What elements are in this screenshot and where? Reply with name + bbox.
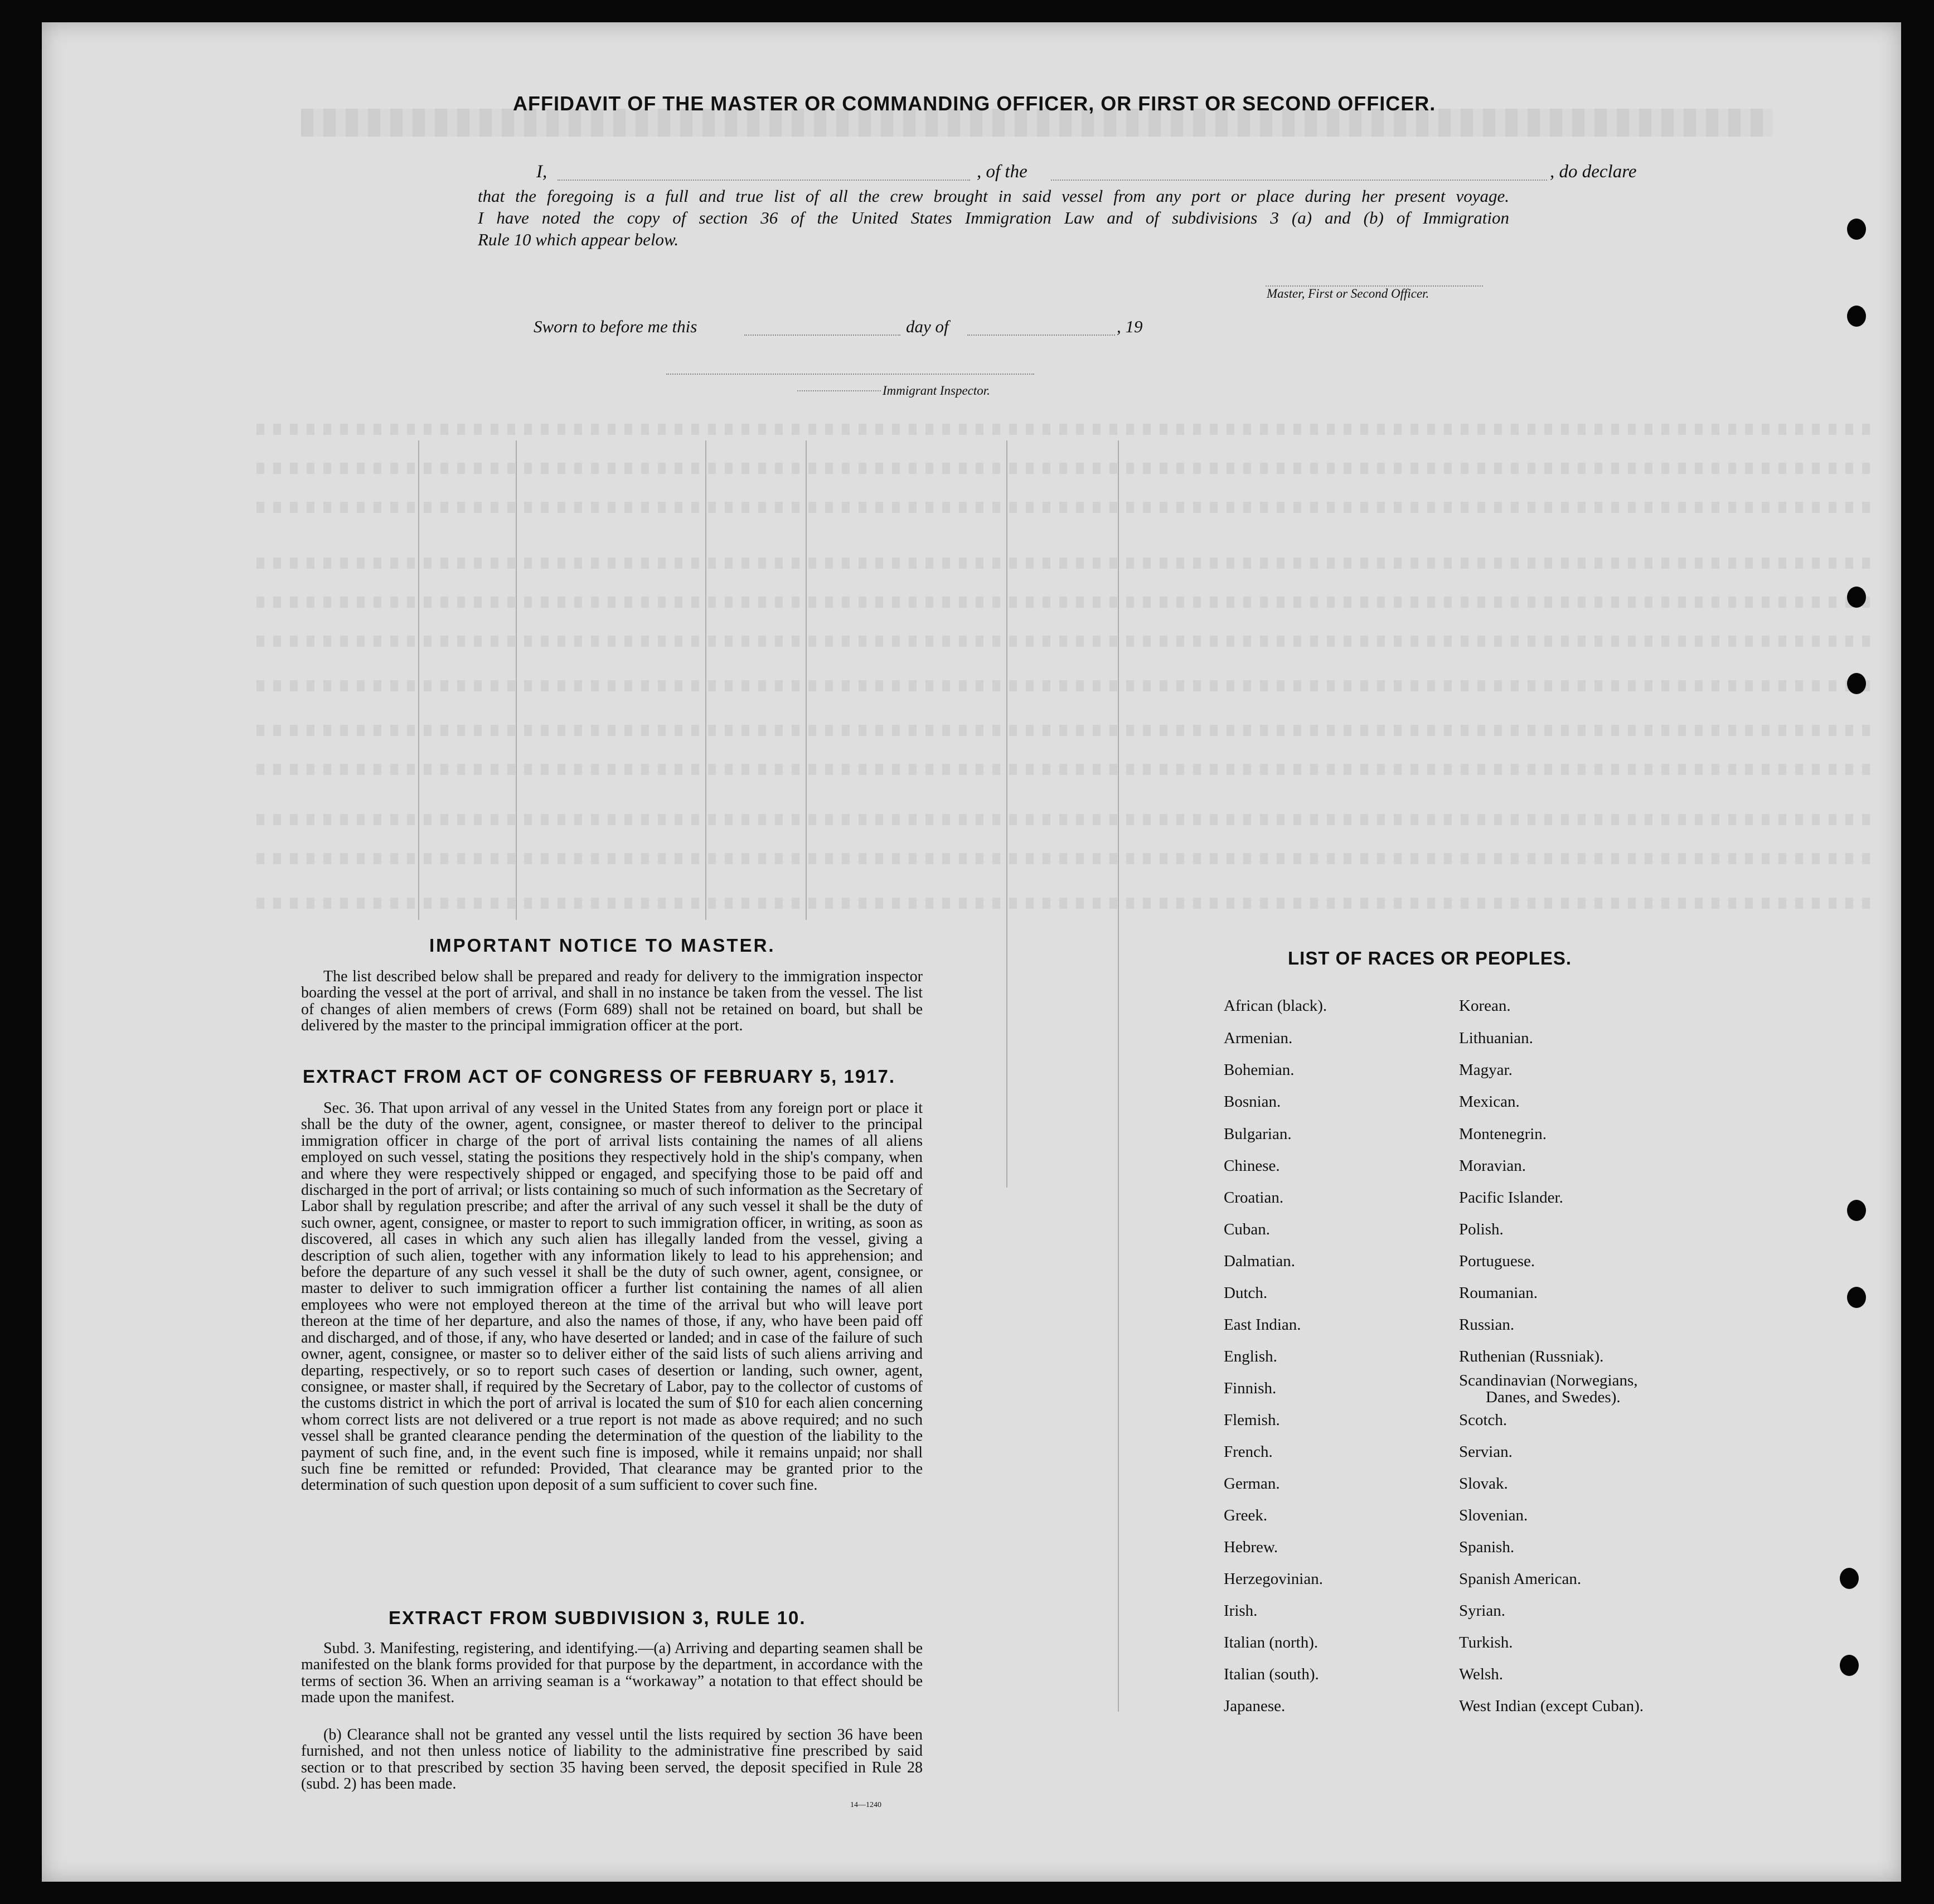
sworn-month-blank <box>967 335 1115 336</box>
race-item: Portuguese. <box>1459 1252 1535 1270</box>
race-item: Cuban. <box>1224 1220 1270 1238</box>
race-item: Ruthenian (Russniak). <box>1459 1348 1604 1365</box>
affidavit-line-2: that the foregoing is a full and true list of all the crew brought in said vessel from any port or place during her present voyage. <box>478 186 1509 206</box>
race-item: Welsh. <box>1459 1665 1504 1683</box>
race-item: East Indian. <box>1224 1316 1301 1334</box>
race-item: Pacific Islander. <box>1459 1189 1563 1207</box>
race-item: Servian. <box>1459 1443 1513 1461</box>
column-rule <box>705 440 706 920</box>
name-blank <box>558 180 970 181</box>
race-item: Spanish. <box>1459 1538 1515 1556</box>
punch-hole <box>1847 306 1866 327</box>
column-rule <box>1006 440 1007 1188</box>
punch-hole <box>1847 673 1866 694</box>
race-item: Italian (south). <box>1224 1665 1319 1683</box>
race-item: Korean. <box>1459 997 1511 1015</box>
race-item: Roumanian. <box>1459 1284 1538 1302</box>
race-item: Slovak. <box>1459 1475 1508 1493</box>
race-item: Chinese. <box>1224 1157 1280 1175</box>
race-item: Syrian. <box>1459 1602 1505 1620</box>
extract-act-body: Sec. 36. That upon arrival of any vessel in the United States from any foreign port or place it shall be the duty of the owner, agent, consignee, or master thereof to deliver to the principal immigration officer in charge of the port of arrival lists containing the names of all aliens employed on such vessel, stating the positions they respectively hold in the ship's company, when and where they were respectively shipped or engaged, and specifying those to be paid off and discharged in the port of arrival; or lists containing so much of such information as the Secretary of Labor shall by regulation prescribe; and after the arrival of any such vessel it shall be the duty of such owner, agent, consignee, or master to report to such immigration officer, in writing, as soon as discovered, all cases in which any such alien has illegally landed from the vessel, giving a description of such alien, together with any information likely to lead to his apprehension; and before the departure of any such vessel it shall be the duty of such owner, agent, consignee, or master to deliver to such immigration officer a further list containing the names of all alien employees who were not employed thereon at the time of the arrival but who will leave port thereon at the time of her departure, and also the names of those, if any, who have been paid off and discharged, and of those, if any, who have deserted or landed; and in case of the failure of such owner, agent, consignee, or master so to deliver either of the said lists of such aliens arriving and departing, respectively, or so to report such cases of desertion or landing, such owner, agent, consignee, or master shall, if required by the Secretary of Labor, pay to the collector of customs of the customs district in which the port of arrival is located the sum of $10 for each alien concerning whom correct lists are not delivered or a true report is not made as above required; and no such vessel shall be granted clearance pending the determination of the question of the liability to the payment of such fine, and, in the event such fine is imposed, while it remains unpaid; nor shall such fine be remitted or refunded: Provided, That clearance may be granted prior to the determination of such question upon deposit of a sum sufficient to cover such fine. <box>301 1099 923 1494</box>
race-item: Slovenian. <box>1459 1506 1528 1524</box>
race-item: Armenian. <box>1224 1029 1293 1047</box>
inspector-signature-line-2 <box>797 390 881 391</box>
race-item: Bohemian. <box>1224 1061 1295 1079</box>
document-page <box>42 22 1901 1882</box>
race-item: Irish. <box>1224 1602 1258 1620</box>
race-item: Magyar. <box>1459 1061 1513 1079</box>
affidavit-line-4: Rule 10 which appear below. <box>478 230 679 249</box>
race-item: Montenegrin. <box>1459 1125 1547 1143</box>
race-item: Spanish American. <box>1459 1570 1582 1588</box>
column-rule <box>806 440 807 920</box>
race-item: Croatian. <box>1224 1189 1284 1207</box>
bleed-through-row <box>256 636 1873 647</box>
punch-hole <box>1840 1655 1859 1676</box>
extract-act-title: EXTRACT FROM ACT OF CONGRESS OF FEBRUARY 5, 1917. <box>303 1066 896 1087</box>
extract-rule-subd-a: Subd. 3. Manifesting, registering, and identifying.—(a) Arriving and departing seamen shall be manifested on the blank forms provided for that purpose by the department, in accordance with the terms of section 36. When an arriving seaman is a “workaway” a notation to that effect should be made upon the manifest. <box>301 1640 923 1707</box>
year-label: , 19 <box>1117 317 1143 336</box>
punch-hole <box>1840 1568 1859 1589</box>
sworn-label: Sworn to before me this <box>534 317 697 336</box>
bleed-through-row <box>256 558 1873 569</box>
form-number: 14—1240 <box>850 1801 881 1809</box>
race-item: German. <box>1224 1475 1280 1493</box>
bleed-through-row <box>256 764 1873 775</box>
races-title: LIST OF RACES OR PEOPLES. <box>1288 948 1572 968</box>
affidavit-of-the-label: , of the <box>977 162 1027 182</box>
extract-rule-subd-b: (b) Clearance shall not be granted any vessel until the lists required by section 36 have been furnished, and not then unless notice of liability to the administrative fine prescribed by said section or to that prescribed by section 35 having been served, the deposit specified in Rule 28 (subd. 2) has been made. <box>301 1726 923 1793</box>
punch-hole <box>1847 1200 1866 1221</box>
notice-title: IMPORTANT NOTICE TO MASTER. <box>429 935 775 956</box>
affidavit-title: AFFIDAVIT OF THE MASTER OR COMMANDING OFFICER, OR FIRST OR SECOND OFFICER. <box>513 92 1436 115</box>
race-item: Flemish. <box>1224 1411 1280 1429</box>
race-item: Greek. <box>1224 1506 1268 1524</box>
race-item: Mexican. <box>1459 1093 1520 1111</box>
sworn-day-blank <box>744 335 900 336</box>
race-item: African (black). <box>1224 997 1327 1015</box>
column-rule <box>1118 440 1119 1712</box>
race-item: Polish. <box>1459 1220 1504 1238</box>
race-item: Lithuanian. <box>1459 1029 1533 1047</box>
race-item: Japanese. <box>1224 1697 1286 1715</box>
column-rule <box>516 440 517 920</box>
notice-body: The list described below shall be prepared and ready for delivery to the immigration inspector boarding the vessel at the port of arrival, and shall in no instance be taken from the vessel. The list of changes of alien members of crews (Form 689) shall not be retained on board, but shall be delivered by the master to the principal immigration officer at the port. <box>301 968 923 1035</box>
race-item: Russian. <box>1459 1316 1515 1334</box>
bleed-through-row <box>256 853 1873 864</box>
inspector-signature-line <box>666 374 1034 375</box>
affidavit-do-declare-label: , do declare <box>1550 162 1637 182</box>
bleed-through-row <box>256 502 1873 513</box>
inspector-label: Immigrant Inspector. <box>883 384 990 398</box>
race-item: Bulgarian. <box>1224 1125 1292 1143</box>
race-item: Scandinavian (Norwegians, <box>1459 1372 1638 1389</box>
affidavit-i-label: I, <box>536 162 547 182</box>
race-item: Bosnian. <box>1224 1093 1281 1111</box>
race-item: English. <box>1224 1348 1277 1365</box>
punch-hole <box>1847 1287 1866 1308</box>
bleed-through-row <box>256 463 1873 474</box>
race-item: Italian (north). <box>1224 1634 1319 1651</box>
bleed-through-row <box>256 725 1873 736</box>
bleed-through-row <box>256 814 1873 825</box>
race-item: French. <box>1224 1443 1273 1461</box>
bleed-through-row <box>256 424 1873 435</box>
vessel-blank <box>1051 180 1547 181</box>
bleed-through-row <box>256 597 1873 608</box>
race-item: Hebrew. <box>1224 1538 1278 1556</box>
affidavit-line-3: I have noted the copy of section 36 of the United States Immigration Law and of subdivisions 3 (a) and (b) of Immigration <box>478 208 1509 227</box>
bleed-through-row <box>256 898 1873 909</box>
extract-rule-title: EXTRACT FROM SUBDIVISION 3, RULE 10. <box>389 1607 806 1628</box>
race-item: Moravian. <box>1459 1157 1526 1175</box>
punch-hole <box>1847 219 1866 240</box>
race-item: Dutch. <box>1224 1284 1268 1302</box>
race-item: Dalmatian. <box>1224 1252 1296 1270</box>
race-item: Turkish. <box>1459 1634 1513 1651</box>
race-item: West Indian (except Cuban). <box>1459 1697 1644 1715</box>
race-item: Danes, and Swedes). <box>1486 1388 1621 1406</box>
column-rule <box>418 440 419 920</box>
master-signature-label: Master, First or Second Officer. <box>1267 287 1429 301</box>
race-item: Finnish. <box>1224 1379 1277 1397</box>
bleed-through-row <box>256 680 1873 691</box>
race-item: Scotch. <box>1459 1411 1508 1429</box>
day-of-label: day of <box>906 317 949 336</box>
punch-hole <box>1847 587 1866 608</box>
race-item: Herzegovinian. <box>1224 1570 1323 1588</box>
